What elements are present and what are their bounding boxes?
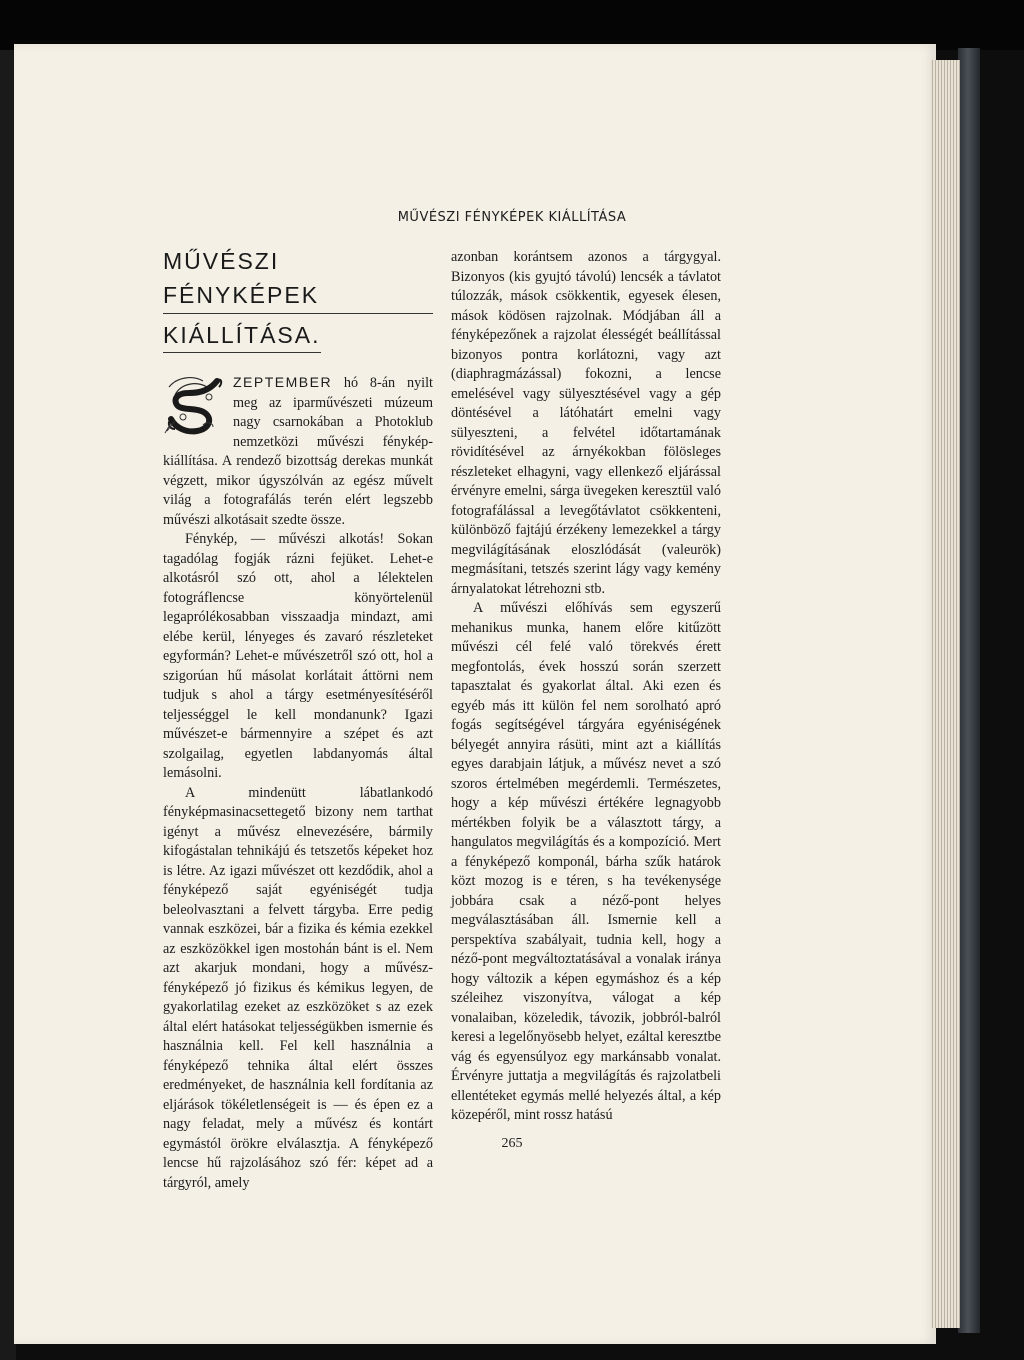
paragraph-text: hó 8-án nyilt meg az iparművészeti múzeum nagy csarnokában a Photoklub nemzetközi művészi fénykép-kiállítása. A rendező bizottság derekas munkát végzett, mikor úgyszólván az egész művelt világ a fotografálás terén elért legszebb művészi alkotásait szedte össze. [163,375,433,528]
dropcap-ornament-icon [163,373,227,435]
ornamental-dropcap-s [163,373,227,435]
first-word: ZEPTEMBER [233,374,333,390]
running-head: MŰVÉSZI FÉNYKÉPEK KIÁLLÍTÁSA [397,210,627,225]
paragraph: A művészi előhívás sem egyszerű mehanikus munka, hanem előre kitűzött művészi cél felé való törekvés érett megfontolás, évek hosszú során szerzett tapasztalat és gyakorlat által. Aki ezen és egyéb más itt külön fel nem sorolható apró fogás segítségével tárgyára egyéniségének bélyegét annyira rásüti, mint azt a kiállítás egyes darabjain látjuk, a művész nevet a szó szoros értelmében megérdemli. Természetes, hogy a kép művészi értékére legnagyobb mértékben folyik be a választott tárgy, a hangulatos megvilágítás és a kompozíció. Mert a fényképező komponál, bárha szűk határok közt mozog is e téren, s ha tevékenysége jobbára csak a néző-pont helyes megválasztásában áll. Ismernie kell a perspektíva szabályait, tudnia kell, hogy a néző-pont megváltoztatásával a vonalak iránya hogy változik a képen egymáshoz és a kép széleihez viszonyítva, válogat a kép vonalaiban, közeledik, távozik, jobbról-balról keresi a legelőnyösebb helyet, ezáltal keresztbe vág és egyensúlyoz egy markánsabb vonalat. Érvényre juttatja a megvilágítás és rajzolatbeli ellentéteket egymás mellé helyezés által, a kép közepéről, mint rossz hatású [451,600,721,1123]
paragraph: azonban korántsem azonos a tárgygyal. Bizonyos (kis gyujtó távolú) lencsék a távlatot túlozzák, mások csökkentik, egyesek élesen, mások ködösen rajzolnak. Módjában áll a fényképezőnek a rajzolat élességét beállítással bizonyos pontra korlátozni, vagy azt (diaphragmázással) fokozni, a lencse emelésével vagy sülyesztésével vagy a gép döntésével a látóhatárt emelni vagy sülyeszteni, a felvétel időtartamának rövidítésével az árnyékokban fölösleges részleteket elhagyni, vagy ellenkező eljárással érvényre emelni, sárga üvegeken keresztül való fotografálással a levegőtávlatot csökkenteni, különböző fajtájú érzékeny lemezekkel a tárgy megvilágításának eloszlódását (valeurök) megmásítani, tetszés szerint lágy vagy kemény árnyalatokat létrehozni stb. [451,249,721,597]
paragraph: Fénykép, — művészi alkotás! Sokan tagadólag fogják rázni fejüket. Lehet-e alkotásról szó ott, ahol a lélektelen fotográflencse könyörtelenül legaprólékosabban visszaadja mindazt, ami elébe kerül, lényeges és zavaró részleteket egyformán? Lehet-e művészetről szó ott, hol a szigorúan hű másolat korlátait áttörni nem tudjuk s ahol a tárgy esetményesítéséről teljességgel le kell mondanunk? Igazi művészet-e bármennyire a szépet és azt szolgailag, egyetlen labdanyomás által lemásolni. [163,531,433,781]
right-column [451,248,721,1126]
paragraph: A mindenütt lábatlankodó fényképmasinacsettegető bizony nem tarthat igényt a művész elnevezésére, bármily kifogástalan tehnikájú és tetszetős képeket hoz is létre. Az igazi művészet ott kezdődik, ahol a fényképező saját egyéniségét tudja beleolvasztani a felvett tárgyba. Erre pedig vannak eszközei, bár a fizika és kémia ezekkel az eszközökkel igen mostohán bánt is el. Nem azt akarjuk mondani, hogy a művész-fényképező jó fizikus és kémikus legyen, de gyakorlatilag ezeket az eszközöket s az ezek által elért hatásokat teljességükben ismernie és használnia kell. Fel kell használnia a fényképező tehnika által elért összes eredményeket, de használnia kell fordítania az eljárások tökéletlenségeit is — és épen ez a nagy feladat, mely a művész és kontárt egymástól örökre elválasztja. A fényképező lencse hű rajzolásához szó fér: képet ad a tárgyról, amely [163,784,433,1191]
page-number: 265 [501,1136,523,1151]
article-title [163,244,433,353]
paragraph [163,373,433,530]
left-column [163,244,433,1193]
scan-top-shadow [0,0,1024,50]
article-title-line1: MŰVÉSZI FÉNYKÉPEK [163,244,433,314]
article-title-line2: KIÁLLÍTÁSA. [163,318,321,353]
